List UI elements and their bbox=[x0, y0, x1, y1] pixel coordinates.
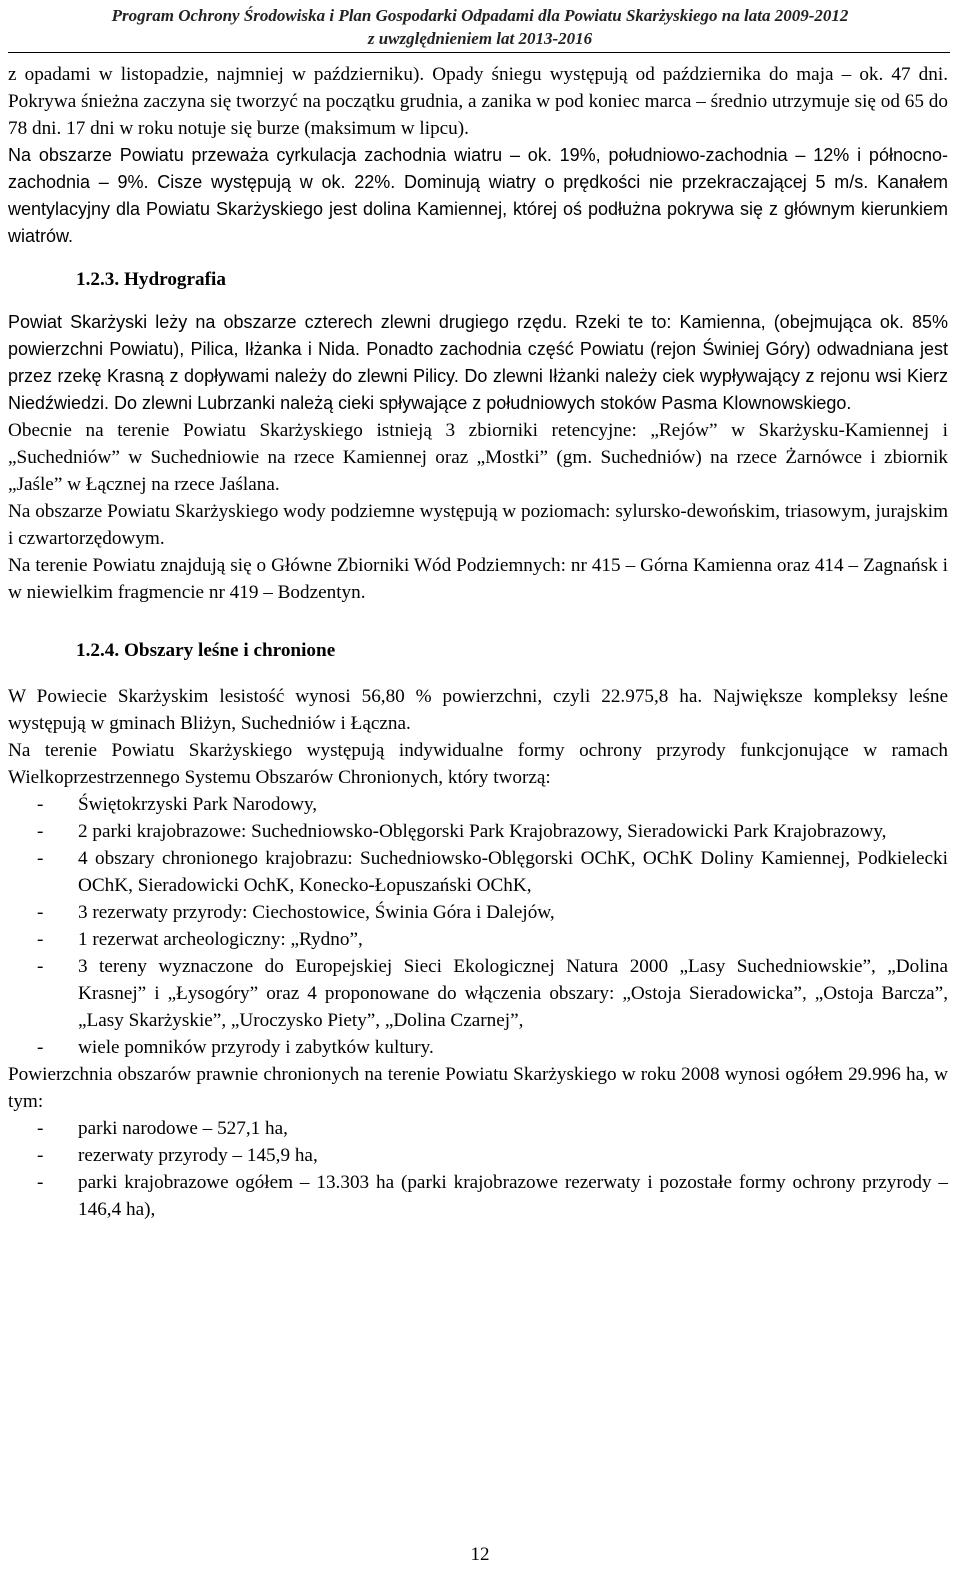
list-dash: - bbox=[37, 821, 44, 842]
list-dash: - bbox=[37, 929, 44, 950]
page-number: 12 bbox=[470, 1544, 490, 1565]
list-dash: - bbox=[37, 794, 44, 815]
hydro-paragraph-3: Na obszarze Powiatu Skarżyskiego wody podziemne występują w poziomach: sylursko-dewońskim, triasowym, jurajskim i czwartorzędowym. bbox=[8, 501, 948, 549]
list-item bbox=[8, 818, 948, 845]
list-item-text: 1 rezerwat archeologiczny: „Rydno”, bbox=[78, 929, 363, 950]
list-item-text: 2 parki krajobrazowe: Suchedniowsko-Oblęgorski Park Krajobrazowy, Sieradowicki Park Krajobrazowy, bbox=[78, 821, 887, 842]
list-item-text: wiele pomników przyrody i zabytków kultury. bbox=[78, 1037, 434, 1058]
list-dash: - bbox=[37, 1037, 44, 1058]
climate-paragraph-2: Na obszarze Powiatu przeważa cyrkulacja zachodnia wiatru – ok. 19%, południowo-zachodnia – 12% i północno-zachodnia – 9%. Cisze występują w ok. 22%. Dominują wiatry o prędkości nie przekraczającej 5 m/s. Kanałem wentylacyjny dla Powiatu Skarżyskiego jest dolina Kamiennej, której oś podłużna pokrywa się z głównym kierunkiem wiatrów. bbox=[8, 145, 948, 246]
list-dash: - bbox=[37, 1145, 44, 1166]
list-item bbox=[8, 926, 948, 953]
list-item-text: rezerwaty przyrody – 145,9 ha, bbox=[78, 1145, 318, 1166]
section-heading-hydrography: 1.2.3. Hydrografia bbox=[76, 269, 226, 290]
hydro-paragraph-2: Obecnie na terenie Powiatu Skarżyskiego istnieją 3 zbiorniki retencyjne: „Rejów” w Skarżysku-Kamiennej i „Suchedniów” w Suchedniowie na rzece Kamiennej oraz „Mostki” (gm. Suchedniów) na rzece Żarnówce i zbiornik „Jaśle” w Łącznej na rzece Jaślana. bbox=[8, 420, 948, 495]
list-dash: - bbox=[37, 1172, 44, 1193]
list-dash: - bbox=[37, 956, 44, 977]
list-item bbox=[8, 1169, 948, 1223]
list-item bbox=[8, 791, 948, 818]
list-item-text: Świętokrzyski Park Narodowy, bbox=[78, 794, 318, 815]
list-item bbox=[8, 845, 948, 899]
list-item bbox=[8, 899, 948, 926]
list-item-text: parki krajobrazowe ogółem – 13.303 ha (parki krajobrazowe rezerwaty i pozostałe formy ochrony przyrody – 146,4 ha), bbox=[78, 1172, 948, 1220]
list-item bbox=[8, 1142, 948, 1169]
header-title-line2: z uwzględnieniem lat 2013-2016 bbox=[367, 29, 593, 48]
list-item-text: 3 tereny wyznaczone do Europejskiej Sieci Ekologicznej Natura 2000 „Lasy Suchedniowskie”, „Dolina Krasnej” i „Łysogóry” oraz 4 proponowane do włączenia obszary: „Ostoja Sieradowicka”, „Ostoja Barcza”, „Lasy Skarżyskie”, „Uroczysko Piety”, „Dolina Czarnej”, bbox=[78, 956, 948, 1031]
header-divider bbox=[8, 52, 950, 53]
forest-paragraph-3: Powierzchnia obszarów prawnie chronionych na terenie Powiatu Skarżyskiego w roku 2008 wynosi ogółem 29.996 ha, w tym: bbox=[8, 1064, 948, 1112]
page-header bbox=[0, 4, 960, 50]
list-dash: - bbox=[37, 1118, 44, 1139]
list-item-text: 4 obszary chronionego krajobrazu: Suchedniowsko-Oblęgorski OChK, OChK Doliny Kamiennej, Podkielecki OChK, Sieradowicki OchK, Konecko-Łopuszański OChK, bbox=[78, 848, 948, 896]
list-dash: - bbox=[37, 902, 44, 923]
protection-forms-list bbox=[8, 791, 948, 1061]
protected-areas-list bbox=[8, 1115, 948, 1223]
hydro-paragraph-1: Powiat Skarżyski leży na obszarze czterech zlewni drugiego rzędu. Rzeki te to: Kamienna, (obejmująca ok. 85% powierzchni Powiatu), Pilica, Iłżanka i Nida. Ponadto zachodnia część Powiatu (rejon Świniej Góry) odwadniana jest przez rzekę Krasną z dopływami należy do zlewni Pilicy. Do zlewni Iłżanki należy ciek wypływający z rejonu wsi Kierz Niedźwiedzi. Do zlewni Lubrzanki należą cieki spływające z południowych stoków Pasma Klownowskiego. bbox=[8, 312, 948, 413]
list-dash: - bbox=[37, 848, 44, 869]
list-item bbox=[8, 1034, 948, 1061]
hydro-paragraph-4: Na terenie Powiatu znajdują się o Główne Zbiorniki Wód Podziemnych: nr 415 – Górna Kamienna oraz 414 – Zagnańsk i w niewielkim fragmencie nr 419 – Bodzentyn. bbox=[8, 555, 948, 603]
section-heading-forests: 1.2.4. Obszary leśne i chronione bbox=[76, 640, 336, 661]
list-item bbox=[8, 953, 948, 1034]
list-item-text: parki narodowe – 527,1 ha, bbox=[78, 1118, 288, 1139]
forest-paragraph-2: Na terenie Powiatu Skarżyskiego występują indywidualne formy ochrony przyrody funkcjonujące w ramach Wielkoprzestrzennego Systemu Obszarów Chronionych, który tworzą: bbox=[8, 740, 948, 788]
forest-paragraph-1: W Powiecie Skarżyskim lesistość wynosi 56,80 % powierzchni, czyli 22.975,8 ha. Największe kompleksy leśne występują w gminach Bliżyn, Suchedniów i Łączna. bbox=[8, 686, 948, 734]
list-item bbox=[8, 1115, 948, 1142]
climate-paragraph-1: z opadami w listopadzie, najmniej w październiku). Opady śniegu występują od października do maja – ok. 47 dni. Pokrywa śnieżna zaczyna się tworzyć na początku grudnia, a zanika w pod koniec marca – średnio utrzymuje się od 65 do 78 dni. 17 dni w roku notuje się burze (maksimum w lipcu). bbox=[8, 64, 948, 139]
list-item-text: 3 rezerwaty przyrody: Ciechostowice, Świnia Góra i Dalejów, bbox=[78, 902, 555, 923]
page-content bbox=[8, 61, 948, 1223]
header-title-line1: Program Ochrony Środowiska i Plan Gospodarki Odpadami dla Powiatu Skarżyskiego na lata 2009-2012 bbox=[111, 6, 849, 25]
